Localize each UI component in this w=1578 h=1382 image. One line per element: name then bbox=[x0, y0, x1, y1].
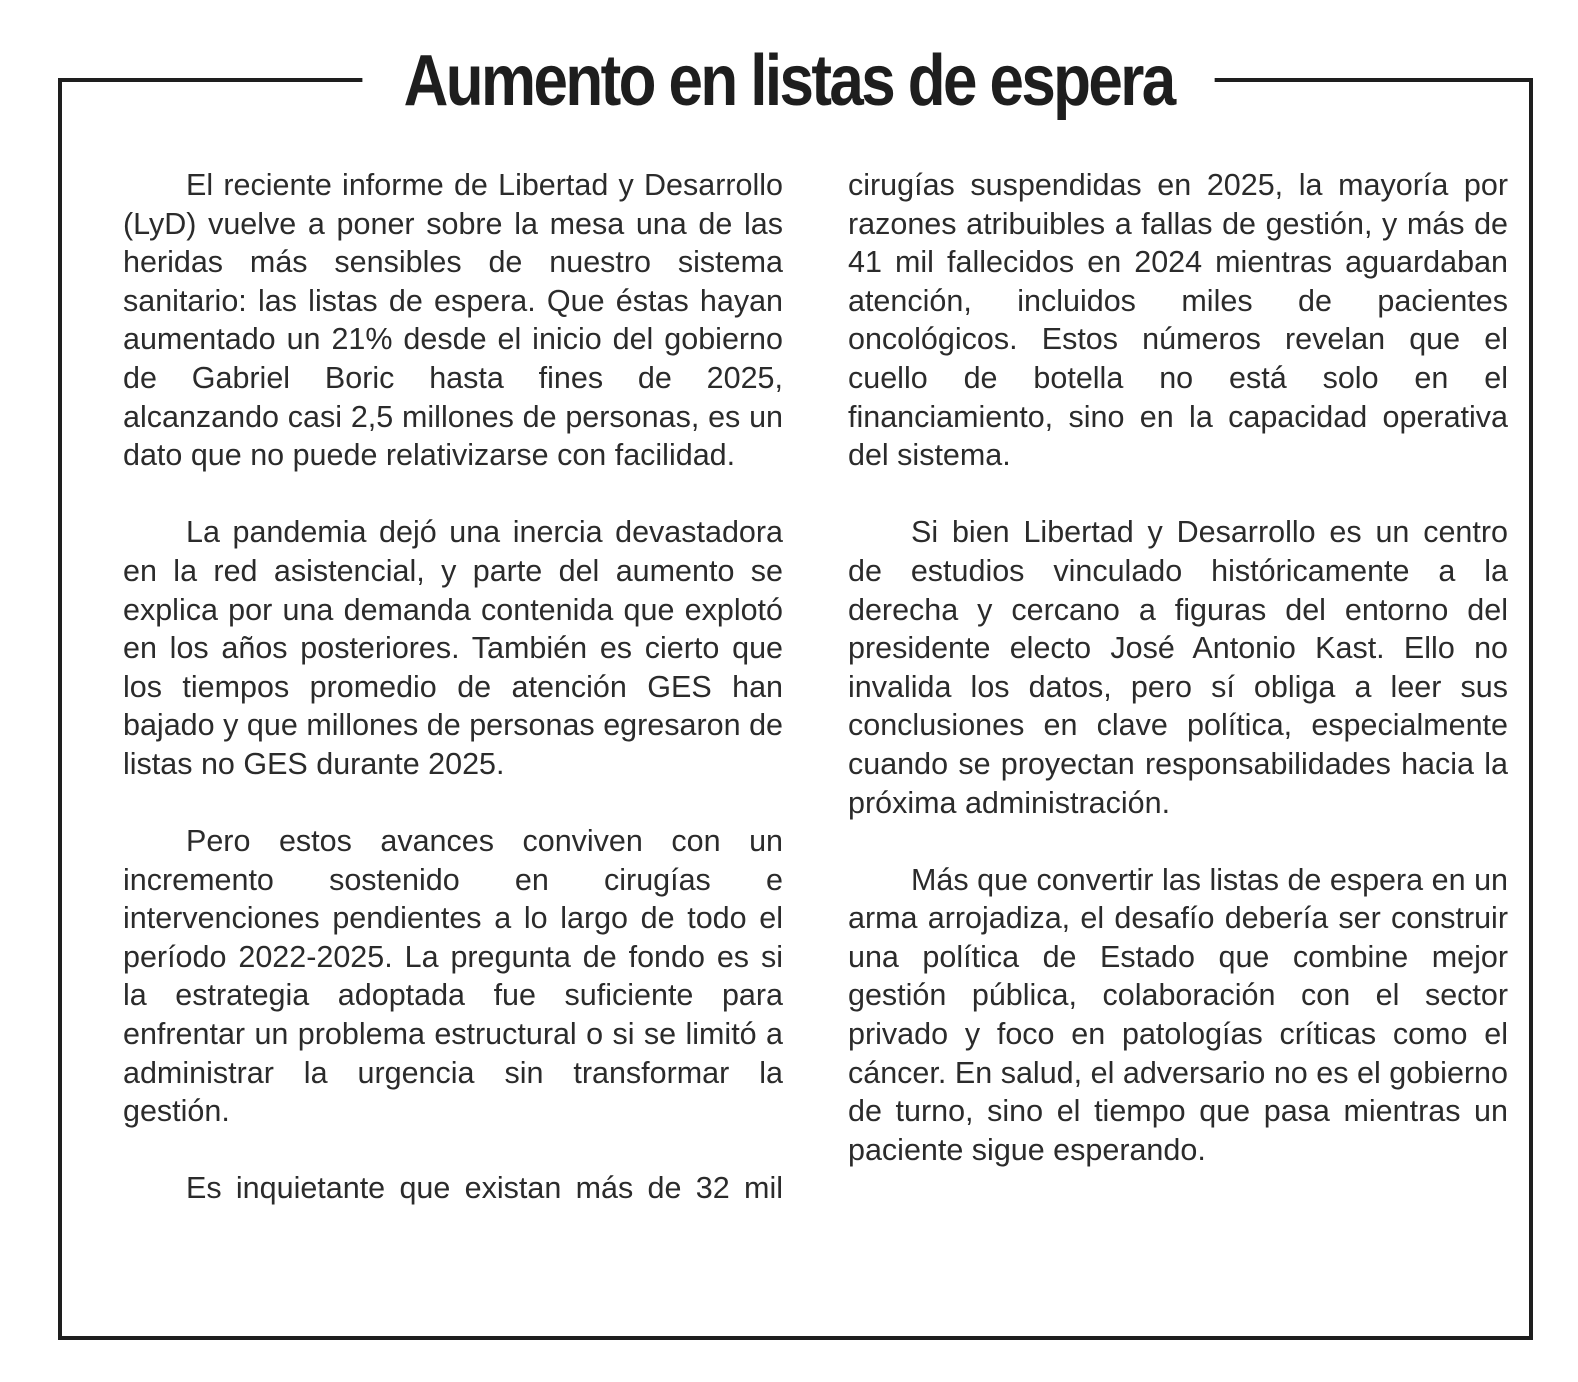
paragraph-2: La pandemia dejó una inercia devastadora en la red asistencial, y parte del aumento se explica por una demanda contenida que explotó en los años posteriores. También es cierto que los tiempos promedio de atención GES han bajado y que millones de personas egresaron de listas no GES durante 2025. bbox=[123, 515, 783, 781]
paragraph-1: El reciente informe de Libertad y Desarrollo (LyD) vuelve a poner sobre la mesa una de las heridas más sensibles de nuestro sistema sanitario: las listas de espera. Que éstas hayan aumentado un 21% desde el inicio del gobierno de Gabriel Boric hasta fines de 2025, alcanzando casi 2,5 millones de personas, es un dato que no puede relativizarse con facilidad. bbox=[123, 168, 783, 473]
paragraph-5: Si bien Libertad y Desarrollo es un centro de estudios vinculado históricamente a la derecha y cercano a figuras del entorno del presidente electo José Antonio Kast. Ello no invalida los datos, pero sí obliga a leer sus conclusiones en clave política, especialmente cuando se proyectan responsabilidades hacia la próxima administración. bbox=[848, 515, 1508, 820]
article-title: Aumento en listas de espera bbox=[363, 38, 1216, 124]
title-container bbox=[0, 38, 1578, 124]
paragraph-6: Más que convertir las listas de espera en un arma arrojadiza, el desafío debería ser construir una política de Estado que combine mejor gestión pública, colaboración con el sector privado y foco en patologías críticas como el cáncer. En salud, el adversario no es el gobierno de turno, sino el tiempo que pasa mientras un paciente sigue esperando. bbox=[848, 862, 1508, 1167]
paragraph-4-start: Es inquietante que existan más de 32 mil bbox=[186, 1171, 783, 1206]
paragraph-4-continued: cirugías suspendidas en 2025, la mayoría por razones atribuibles a fallas de gestión, y más de 41 mil fallecidos en 2024 mientras aguardaban atención, incluidos miles de pacientes oncológicos. Estos números revelan que el cuello de botella no está solo en el financiamiento, sino en la capacidad operativa del sistema. bbox=[848, 168, 1508, 473]
left-column bbox=[123, 166, 783, 1208]
right-column bbox=[848, 166, 1508, 1169]
paragraph-3: Pero estos avances conviven con un incremento sostenido en cirugías e intervenciones pendientes a lo largo de todo el período 2022-2025. La pregunta de fondo es si la estrategia adoptada fue suficiente para enfrentar un problema estructural o si se limitó a administrar la urgencia sin transformar la gestión. bbox=[123, 824, 783, 1129]
